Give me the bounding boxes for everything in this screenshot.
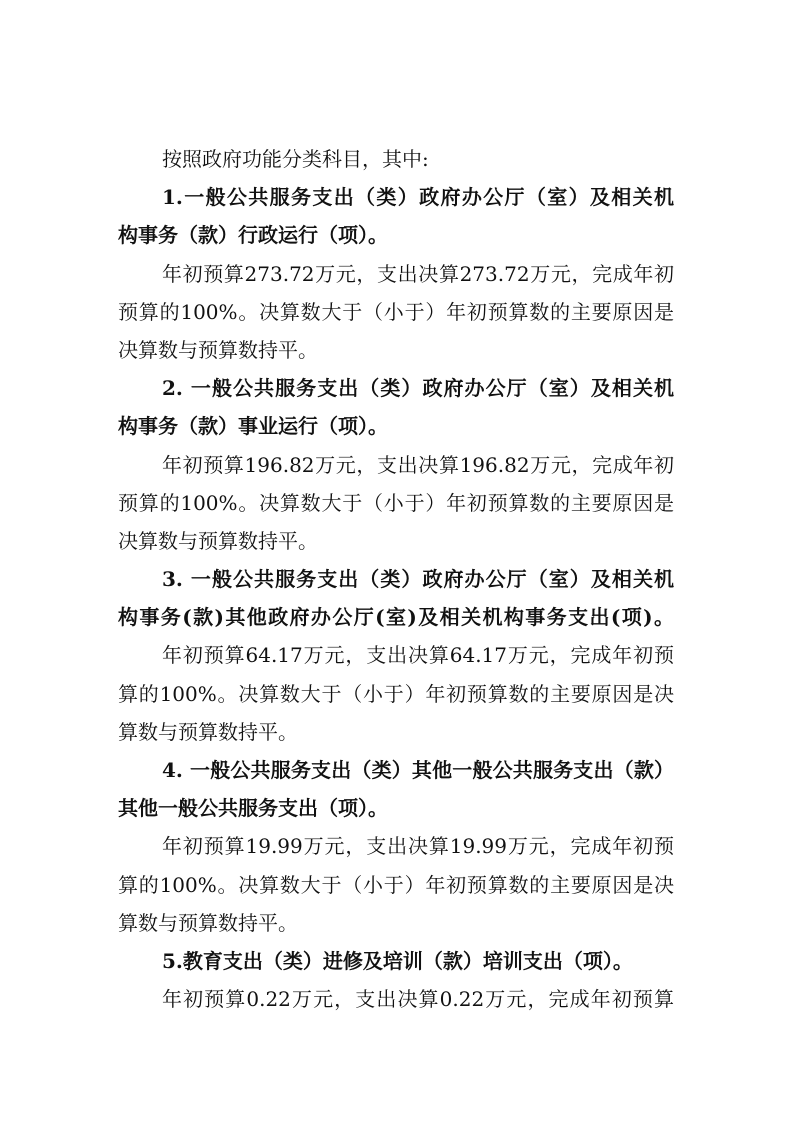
section-3 xyxy=(118,560,674,751)
section-4-body-line-3: 算数与预算数持平。 xyxy=(118,910,298,935)
section-2-heading-line-2: 构事务（款）事业运行（项）。 xyxy=(118,414,388,439)
section-2-body-line-3: 决算数与预算数持平。 xyxy=(118,528,318,553)
section-2-body-line-2: 预算的100%。决算数大于（小于）年初预算数的主要原因是 xyxy=(118,490,674,515)
section-4-heading-line-1: 4. 一般公共服务支出（类）其他一般公共服务支出（款） xyxy=(162,758,674,782)
section-1-heading-line-1: 1.一般公共服务支出（类）政府办公厅（室）及相关机 xyxy=(162,185,674,210)
section-5-heading-line-1: 5.教育支出（类）进修及培训（款）培训支出（项）。 xyxy=(162,948,633,973)
section-1-heading-line-2: 构事务（款）行政运行（项）。 xyxy=(118,223,388,248)
document-body xyxy=(118,140,674,1018)
section-3-body-line-2: 算的100%。决算数大于（小于）年初预算数的主要原因是决 xyxy=(118,681,674,706)
section-2-heading-line-1: 2. 一般公共服务支出（类）政府办公厅（室）及相关机 xyxy=(162,376,674,401)
section-4-heading-line-2: 其他一般公共服务支出（项）。 xyxy=(118,796,388,821)
section-2 xyxy=(118,369,674,560)
section-1-body-line-3: 决算数与预算数持平。 xyxy=(118,337,318,362)
section-3-heading-line-1: 3. 一般公共服务支出（类）政府办公厅（室）及相关机 xyxy=(162,567,674,592)
section-4-body-line-2: 算的100%。决算数大于（小于）年初预算数的主要原因是决 xyxy=(118,872,674,897)
section-1 xyxy=(118,178,674,369)
section-1-body-line-2: 预算的100%。决算数大于（小于）年初预算数的主要原因是 xyxy=(118,299,674,324)
section-1-body-line-1: 年初预算273.72万元，支出决算273.72万元，完成年初 xyxy=(162,261,674,286)
section-5 xyxy=(118,942,674,1018)
section-5-body-line-1: 年初预算0.22万元，支出决算0.22万元，完成年初预算 xyxy=(162,987,674,1012)
section-4 xyxy=(118,751,674,942)
intro-paragraph: 按照政府功能分类科目，其中: xyxy=(162,147,429,171)
section-3-body-line-3: 算数与预算数持平。 xyxy=(118,719,298,744)
section-2-body-line-1: 年初预算196.82万元，支出决算196.82万元，完成年初 xyxy=(162,452,674,477)
section-4-body-line-1: 年初预算19.99万元，支出决算19.99万元，完成年初预 xyxy=(162,834,674,859)
section-3-heading-line-2: 构事务(款)其他政府办公厅(室)及相关机构事务支出(项)。 xyxy=(118,605,674,630)
section-3-body-line-1: 年初预算64.17万元，支出决算64.17万元，完成年初预 xyxy=(162,643,674,668)
